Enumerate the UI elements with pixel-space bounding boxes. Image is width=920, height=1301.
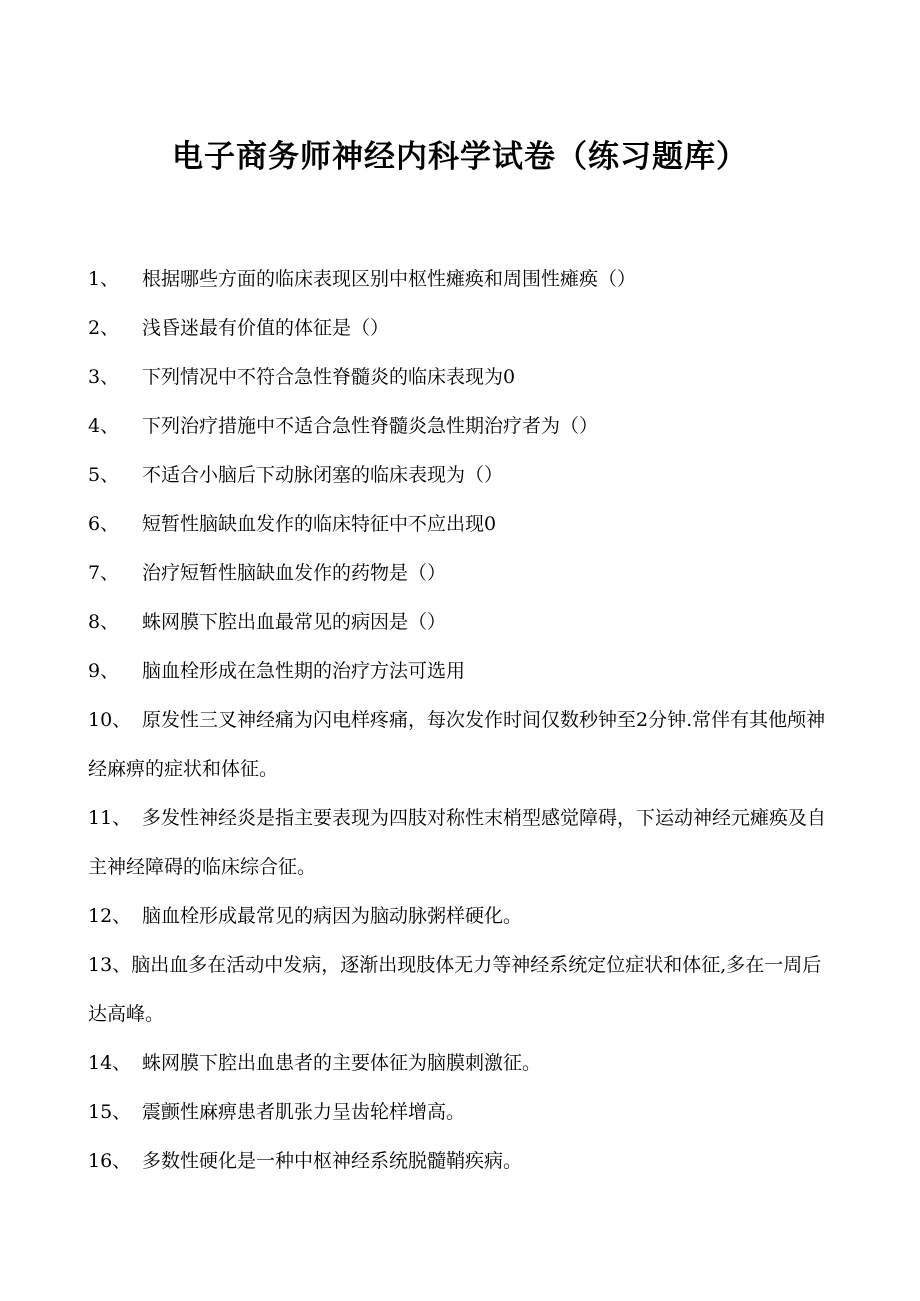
question-number: 8、	[88, 611, 120, 633]
question-number: 7、	[88, 562, 120, 584]
question-number: 11、	[88, 807, 132, 829]
question-number: 4、	[88, 415, 120, 437]
question-text: 脑血栓形成在急性期的治疗方法可选用	[142, 660, 466, 682]
question-text: 蛛网膜下腔出血患者的主要体征为脑膜刺激征。	[142, 1052, 542, 1074]
question-item	[88, 304, 833, 353]
question-number: 15、	[88, 1101, 132, 1123]
document-title: 电子商务师神经内科学试卷（练习题库）	[172, 139, 748, 175]
question-item	[88, 696, 833, 794]
question-text: 浅昏迷最有价值的体征是（）	[142, 317, 390, 339]
question-text: 脑出血多在活动中发病，逐渐出现肢体无力等神经系统定位症状和体征,多在一周后达高峰。	[88, 954, 822, 1025]
question-number: 6、	[88, 513, 120, 535]
question-item	[88, 1137, 833, 1186]
question-number: 5、	[88, 464, 120, 486]
question-text: 震颤性麻痹患者肌张力呈齿轮样增高。	[142, 1101, 466, 1123]
question-text: 治疗短暂性脑缺血发作的药物是（）	[142, 562, 447, 584]
question-number: 3、	[88, 366, 120, 388]
question-number: 2、	[88, 317, 120, 339]
question-item	[88, 892, 833, 941]
question-text: 短暂性脑缺血发作的临床特征中不应出现0	[142, 513, 497, 535]
question-text: 脑血栓形成最常见的病因为脑动脉粥样硬化。	[142, 905, 523, 927]
question-text: 多发性神经炎是指主要表现为四肢对称性末梢型感觉障碍，下运动神经元瘫痪及自主神经障碍的临床综合征。	[88, 807, 827, 878]
question-item	[88, 255, 833, 304]
question-text: 多数性硬化是一种中枢神经系统脱髓鞘疾病。	[142, 1150, 523, 1172]
question-number: 1、	[88, 268, 120, 290]
question-item	[88, 941, 833, 1039]
question-list	[88, 255, 833, 1186]
question-item	[88, 353, 833, 402]
question-item	[88, 549, 833, 598]
question-item	[88, 647, 833, 696]
question-item	[88, 598, 833, 647]
question-text: 原发性三叉神经痛为闪电样疼痛，每次发作时间仅数秒钟至2分钟.常伴有其他颅神经麻痹的症状和体征。	[88, 709, 826, 780]
question-item	[88, 402, 833, 451]
question-number: 16、	[88, 1150, 132, 1172]
question-item	[88, 451, 833, 500]
question-text: 蛛网膜下腔出血最常见的病因是（）	[142, 611, 447, 633]
question-text: 下列治疗措施中不适合急性脊髓炎急性期治疗者为（）	[142, 415, 599, 437]
question-number: 14、	[88, 1052, 132, 1074]
question-item	[88, 500, 833, 549]
question-item	[88, 1039, 833, 1088]
question-number: 12、	[88, 905, 132, 927]
question-text: 根据哪些方面的临床表现区别中枢性瘫痪和周围性瘫痪（）	[142, 268, 637, 290]
question-item	[88, 794, 833, 892]
question-text: 下列情况中不符合急性脊髓炎的临床表现为0	[142, 366, 516, 388]
question-number: 9、	[88, 660, 120, 682]
question-item	[88, 1088, 833, 1137]
question-number: 13、	[88, 954, 132, 976]
question-text: 不适合小脑后下动脉闭塞的临床表现为（）	[142, 464, 504, 486]
question-number: 10、	[88, 709, 132, 731]
